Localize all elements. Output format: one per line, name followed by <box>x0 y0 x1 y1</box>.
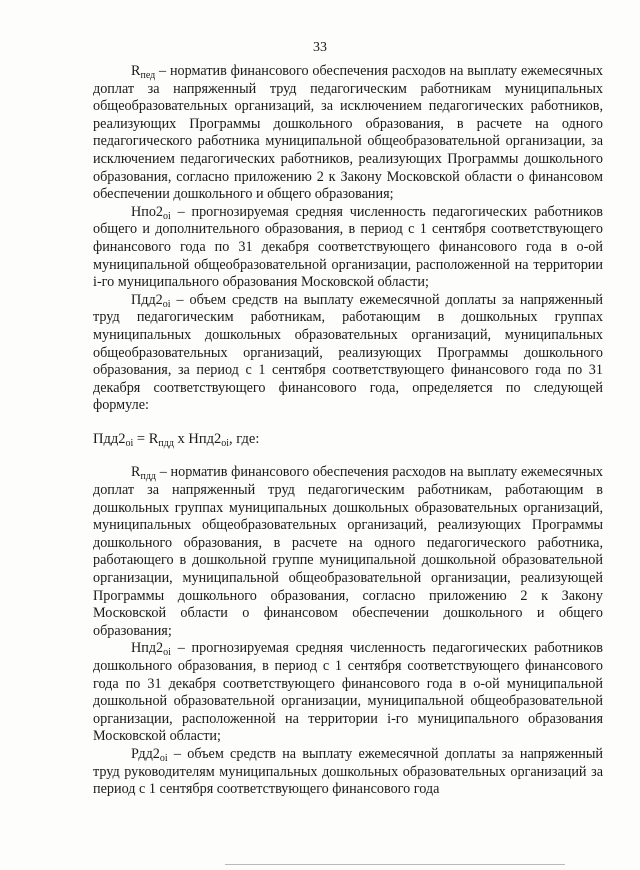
symbol-subscript: пед <box>140 70 156 81</box>
formula <box>93 431 603 449</box>
symbol-subscript: oi <box>163 647 171 659</box>
page-number: 33 <box>313 40 327 55</box>
formula-equals: = R <box>133 430 159 447</box>
paragraph-text: – прогнозируемая средняя численность педагогических работников общего и дополнительного образования, в период с 1 сентября соответствующего финансового года по 31 декабря соответствующего финансового года в о-ой муниципальной общеобразовательной организации, расположенной на территории i-го муниципального образования Московской области; <box>93 203 603 291</box>
symbol: Нпд2 <box>131 640 164 657</box>
symbol-subscript: oi <box>163 210 171 222</box>
symbol: Нпо2 <box>131 203 164 220</box>
paragraph-rdd2 <box>93 746 603 799</box>
symbol: Пдд2 <box>131 291 163 308</box>
symbol: R <box>131 63 141 79</box>
document-body <box>93 63 603 799</box>
paragraph-r-ped <box>93 63 603 204</box>
paragraph-npd2 <box>93 640 603 746</box>
paragraph-r-pdd <box>93 464 603 640</box>
paragraph-text: – норматив финансового обеспечения расходов на выплату ежемесячных доплат за напряженный труд педагогическим работникам муниципальных общеобразовательных организаций, за исключением педагогических работников, реализующих Программы дошкольного образования, в расчете на одного педагогического работника муниципальной общеобразовательной организации, за исключением педагогических работников, реализующих Программы дошкольного образования, согласно приложению 2 к Закону Московской области о финансовом обеспечении дошкольного и общего образования; <box>93 63 603 203</box>
paragraph-text: – объем средств на выплату ежемесячной доплаты за напряженный труд педагогическим работникам, работающим в дошкольных группах муниципальных дошкольных образовательных организаций, муниципальных общеобразовательных организаций, реализующих Программы дошкольного образования, за период с 1 сентября соответствующего финансового года по 31 декабря соответствующего финансового года, определяется по следующей формуле: <box>93 291 603 414</box>
symbol-subscript: oi <box>162 298 171 310</box>
formula-multiplier-subscript: oi <box>221 437 230 449</box>
paragraph-text: – норматив финансового обеспечения расходов на выплату ежемесячных доплат за напряженный труд педагогическим работникам, работающим в дошкольных группах муниципальных дошкольных образовательных организаций, муниципальных общеобразовательных организаций, реализующих Программы дошкольного образования, в расчете на одного педагогического работника, работающего в дошкольной группе муниципальной дошкольной образовательной организации, муниципальной общеобразовательной организации, реализующей Программы дошкольного образования, согласно приложению 2 к Закону Московской области о финансовом обеспечении дошкольного и общего образования; <box>93 464 603 639</box>
paragraph-text: – прогнозируемая средняя численность педагогических работников дошкольного образования, в период с 1 сентября соответствующего финансового года по 31 декабря соответствующего финансового года в о-ой муниципальной дошкольной образовательной организации, муниципальной общеобразовательной организации, расположенной на территории i-го муниципального образования Московской области; <box>93 640 603 745</box>
paragraph-pdd2 <box>93 292 603 415</box>
paragraph-npo2 <box>93 204 603 292</box>
formula-tail: , где: <box>229 430 260 447</box>
symbol: R <box>131 464 141 481</box>
formula-multiplier: х Нпд2 <box>173 430 222 447</box>
formula-lhs: Пдд2 <box>93 430 126 447</box>
formula-lhs-subscript: oi <box>125 437 134 449</box>
symbol: Рдд2 <box>131 745 160 762</box>
scan-edge-line <box>225 864 565 865</box>
symbol-subscript: пдд <box>140 471 156 483</box>
formula-r-subscript: пдд <box>158 437 174 449</box>
paragraph-text: – объем средств на выплату ежемесячной доплаты за напряженный труд руководителям муниципальных дошкольных образовательных организаций за период с 1 сентября соответствующего финансового года <box>93 745 603 798</box>
symbol-subscript: oi <box>159 752 168 764</box>
